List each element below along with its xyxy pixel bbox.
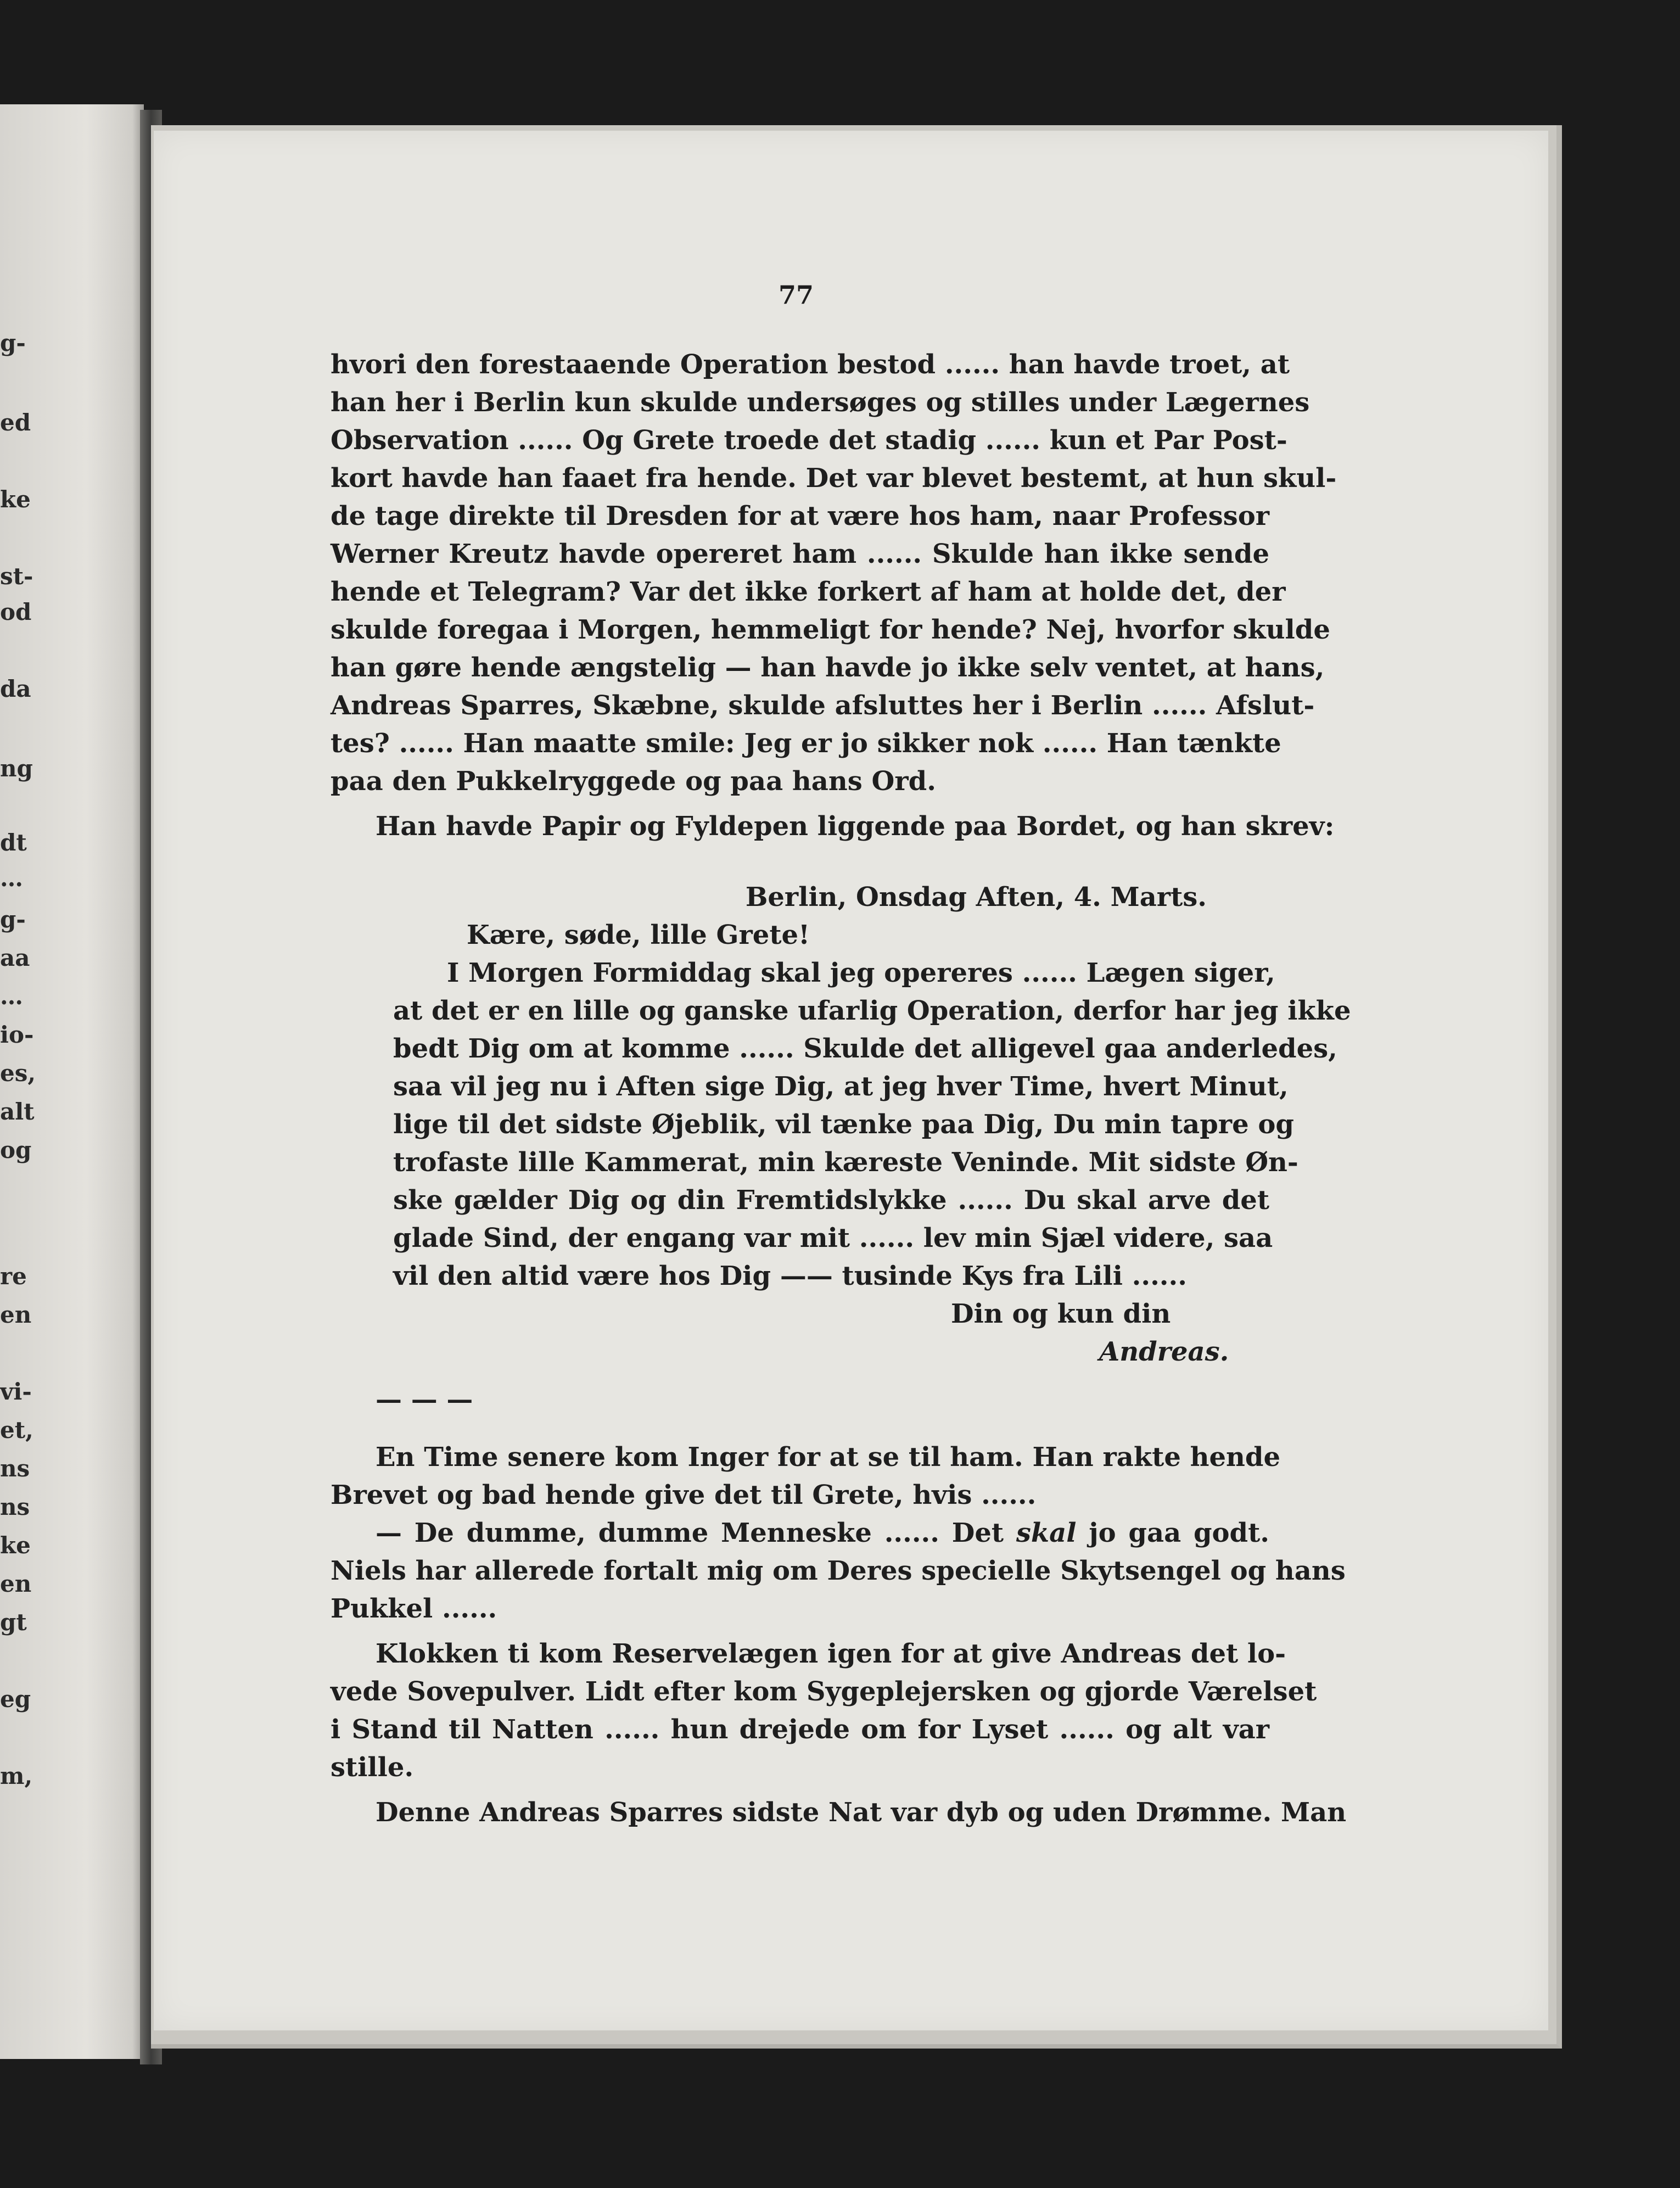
letter-dateline: Berlin, Onsdag Aften, 4. Marts. [745, 882, 1207, 913]
left-page-text-fragment: vi- [0, 1378, 32, 1405]
letter-line: vil den altid være hos Dig —— tusinde Kys fra Lili ...... [393, 1261, 1187, 1291]
text-span: jo gaa godt. [1089, 1518, 1269, 1548]
left-page-text-fragment: re [0, 1263, 27, 1290]
left-page-text-fragment: io- [0, 1021, 34, 1048]
left-facing-page [0, 104, 144, 2059]
left-page-text-fragment: en [0, 1301, 32, 1328]
text-line: En Time senere kom Inger for at se til ham. Han rakte hende [376, 1442, 1281, 1473]
book-page [154, 131, 1548, 2030]
text-line: hvori den forestaaende Operation bestod ...... han havde troet, at [331, 349, 1290, 380]
text-line: Observation ...... Og Grete troede det stadig ...... kun et Par Post- [331, 425, 1287, 456]
left-page-text-fragment: g- [0, 906, 26, 933]
text-line: de tage direkte til Dresden for at være hos ham, naar Professor [331, 501, 1269, 531]
left-page-text-fragment: st- [0, 563, 33, 590]
text-line: i Stand til Natten ...... hun drejede om for Lyset ...... og alt var [331, 1714, 1269, 1745]
text-line: Andreas Sparres, Skæbne, skulde afsluttes her i Berlin ...... Afslut- [331, 690, 1315, 721]
text-line: kort havde han faaet fra hende. Det var blevet bestemt, at hun skul- [331, 463, 1337, 494]
text-line: skulde foregaa i Morgen, hemmeligt for hende? Nej, hvorfor skulde [331, 614, 1330, 645]
text-line: Klokken ti kom Reservelægen igen for at give Andreas det lo- [376, 1638, 1286, 1669]
italic-emphasis: skal [1016, 1518, 1077, 1548]
left-page-text-fragment: ng [0, 755, 33, 782]
text-line: stille. [331, 1752, 414, 1783]
letter-line: glade Sind, der engang var mit ...... lev min Sjæl videre, saa [393, 1223, 1273, 1254]
left-page-text-fragment: da [0, 675, 31, 702]
left-page-text-fragment: alt [0, 1098, 35, 1125]
text-line: Niels har allerede fortalt mig om Deres specielle Skytsengel og hans [331, 1555, 1346, 1586]
left-page-text-fragment: … [0, 865, 23, 892]
letter-line: ske gælder Dig og din Fremtidslykke ...... Du skal arve det [393, 1185, 1269, 1216]
text-line: hende et Telegram? Var det ikke forkert af ham at holde det, der [331, 577, 1286, 607]
letter-line: trofaste lille Kammerat, min kæreste Veninde. Mit sidste Øn- [393, 1147, 1298, 1178]
left-page-text-fragment: og [0, 1137, 32, 1163]
text-line: paa den Pukkelryggede og paa hans Ord. [331, 766, 936, 797]
left-page-text-fragment: od [0, 598, 32, 625]
section-separator: — — — [376, 1384, 473, 1415]
text-line: Pukkel ...... [331, 1593, 497, 1624]
letter-line: bedt Dig om at komme ...... Skulde det alligevel gaa anderledes, [393, 1033, 1337, 1064]
letter-signature: Andreas. [1099, 1336, 1229, 1367]
left-page-text-fragment: ed [0, 409, 31, 436]
text-line: han her i Berlin kun skulde undersøges og stilles under Lægernes [331, 387, 1310, 418]
page-number: 77 [778, 280, 814, 310]
left-page-text-fragment: ke [0, 486, 31, 513]
left-page-text-fragment: gt [0, 1609, 27, 1636]
left-page-text-fragment: g- [0, 329, 26, 356]
letter-salutation: Kære, søde, lille Grete! [467, 920, 810, 950]
text-line: Han havde Papir og Fyldepen liggende paa Bordet, og han skrev: [376, 811, 1335, 842]
text-line: Denne Andreas Sparres sidste Nat var dyb og uden Drømme. Man [376, 1797, 1347, 1828]
left-page-text-fragment: dt [0, 829, 27, 856]
text-line: han gøre hende ængstelig — han havde jo ikke selv ventet, at hans, [331, 652, 1325, 683]
left-page-text-fragment: ns [0, 1493, 30, 1520]
text-line: Brevet og bad hende give det til Grete, hvis ...... [331, 1480, 1037, 1510]
text-line: Werner Kreutz havde opereret ham ...... Skulde han ikke sende [331, 539, 1269, 569]
text-line [376, 1514, 1269, 1552]
left-page-text-fragment: ke [0, 1532, 31, 1559]
left-page-text-fragment: m, [0, 1762, 33, 1789]
letter-line: saa vil jeg nu i Aften sige Dig, at jeg hver Time, hvert Minut, [393, 1071, 1289, 1102]
text-line: tes? ...... Han maatte smile: Jeg er jo sikker nok ...... Han tænkte [331, 728, 1281, 759]
left-page-text-fragment: et, [0, 1417, 33, 1443]
left-page-text-fragment: aa [0, 944, 30, 971]
text-line: vede Sovepulver. Lidt efter kom Sygeplejersken og gjorde Værelset [331, 1676, 1317, 1707]
text-span: — De dumme, dumme Menneske ...... Det [376, 1518, 1004, 1548]
left-page-text-fragment: es, [0, 1060, 36, 1087]
letter-line: lige til det sidste Øjeblik, vil tænke paa Dig, Du min tapre og [393, 1109, 1294, 1140]
letter-line: I Morgen Formiddag skal jeg opereres ...... Lægen siger, [447, 958, 1275, 988]
left-page-text-fragment: en [0, 1570, 32, 1597]
left-page-text-fragment: … [0, 983, 23, 1010]
letter-line: at det er en lille og ganske ufarlig Operation, derfor har jeg ikke [393, 995, 1351, 1026]
left-page-text-fragment: ns [0, 1455, 30, 1482]
letter-closing: Din og kun din [951, 1299, 1171, 1329]
left-page-text-fragment: eg [0, 1686, 31, 1713]
